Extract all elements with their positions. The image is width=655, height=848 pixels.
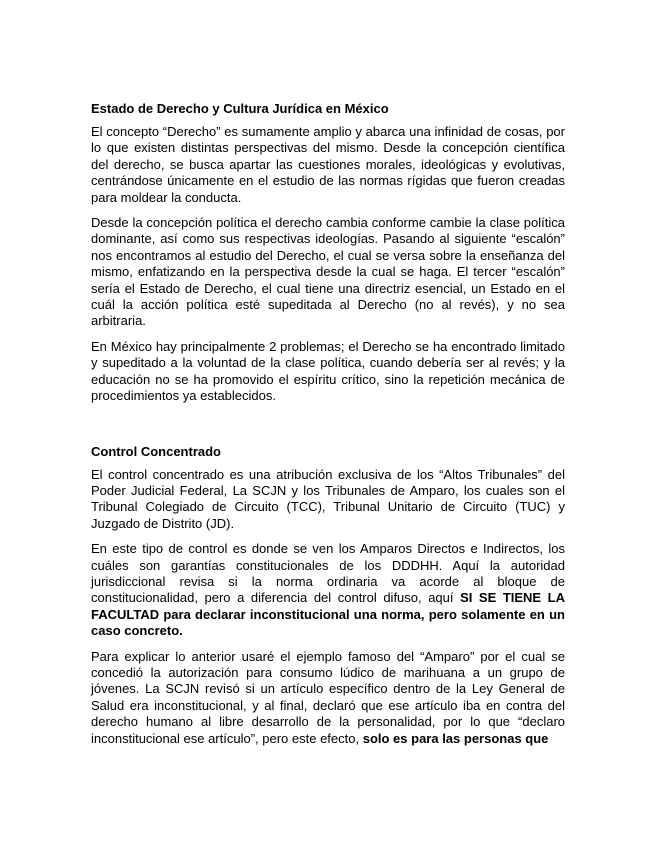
paragraph: El control concentrado es una atribución exclusiva de los “Altos Tribunales” del Poder Judicial Federal, La SCJN y los Tribunales de Amparo, los cuales son el Tribunal Colegiado de Circuito (TCC), Tribunal Unitario de Circuito (TUC) y Juzgado de Distrito (JD). — [91, 466, 565, 531]
paragraph-text: Para explicar lo anterior usaré el ejemplo famoso del “Amparo” por el cual se concedió la autorización para consumo lúdico de marihuana a un grupo de jóvenes. La SCJN revisó si un artículo específico dentro de la Ley General de Salud era inconstitucional, y al final, declaró que ese artículo iba en contra del derecho humano al libre desarrollo de la personalidad, por lo que “declaro inconstitucional ese artículo”, pero este efecto, — [91, 648, 565, 746]
document-page — [91, 101, 565, 756]
section-spacer — [91, 414, 565, 444]
paragraph-text: En este tipo de control es donde se ven los Amparos Directos e Indirectos, los cuáles son garantías constitucionales de los DDDHH. Aquí la autoridad jurisdiccional revisa si la norma ordinaria va acorde al bloque de constitucionalidad, pero a diferencia del control difuso, aquí — [91, 541, 565, 606]
emphasis-text: solo es para las personas que — [362, 730, 549, 746]
paragraph: El concepto “Derecho” es sumamente amplio y abarca una infinidad de cosas, por lo que existen distintas perspectivas del mismo. Desde la concepción científica del derecho, se busca apartar las cuestiones morales, ideológicas y evolutivas, centrándose únicamente en el estudio de las normas rígidas que fueron creadas para moldear la conducta. — [91, 124, 565, 205]
paragraph — [91, 649, 565, 747]
paragraph — [91, 541, 565, 639]
section-heading-control-concentrado: Control Concentrado — [91, 443, 221, 459]
paragraph: Desde la concepción política el derecho cambia conforme cambie la clase política dominante, así como sus respectivas ideologías. Pasando al siguiente “escalón” nos encontramos al estudio del Derecho, el cual se versa sobre la enseñanza del mismo, enfatizando en la perspectiva desde la cual se haga. El tercer “escalón” sería el Estado de Derecho, el cual tiene una directriz esencial, un Estado en el cuál la acción política esté supeditada al Derecho (no al revés), y no sea arbitraria. — [91, 215, 565, 329]
paragraph: En México hay principalmente 2 problemas; el Derecho se ha encontrado limitado y supeditado a la voluntad de la clase política, cuando debería ser al revés; y la educación no se ha promovido el espíritu crítico, sino la repetición mecánica de procedimientos ya establecidos. — [91, 338, 565, 404]
emphasis-text: SI SE TIENE LA FACULTAD para declarar inconstitucional una norma, pero solamente en un caso concreto. — [91, 590, 565, 639]
section-heading-estado-de-derecho: Estado de Derecho y Cultura Jurídica en México — [91, 101, 389, 116]
